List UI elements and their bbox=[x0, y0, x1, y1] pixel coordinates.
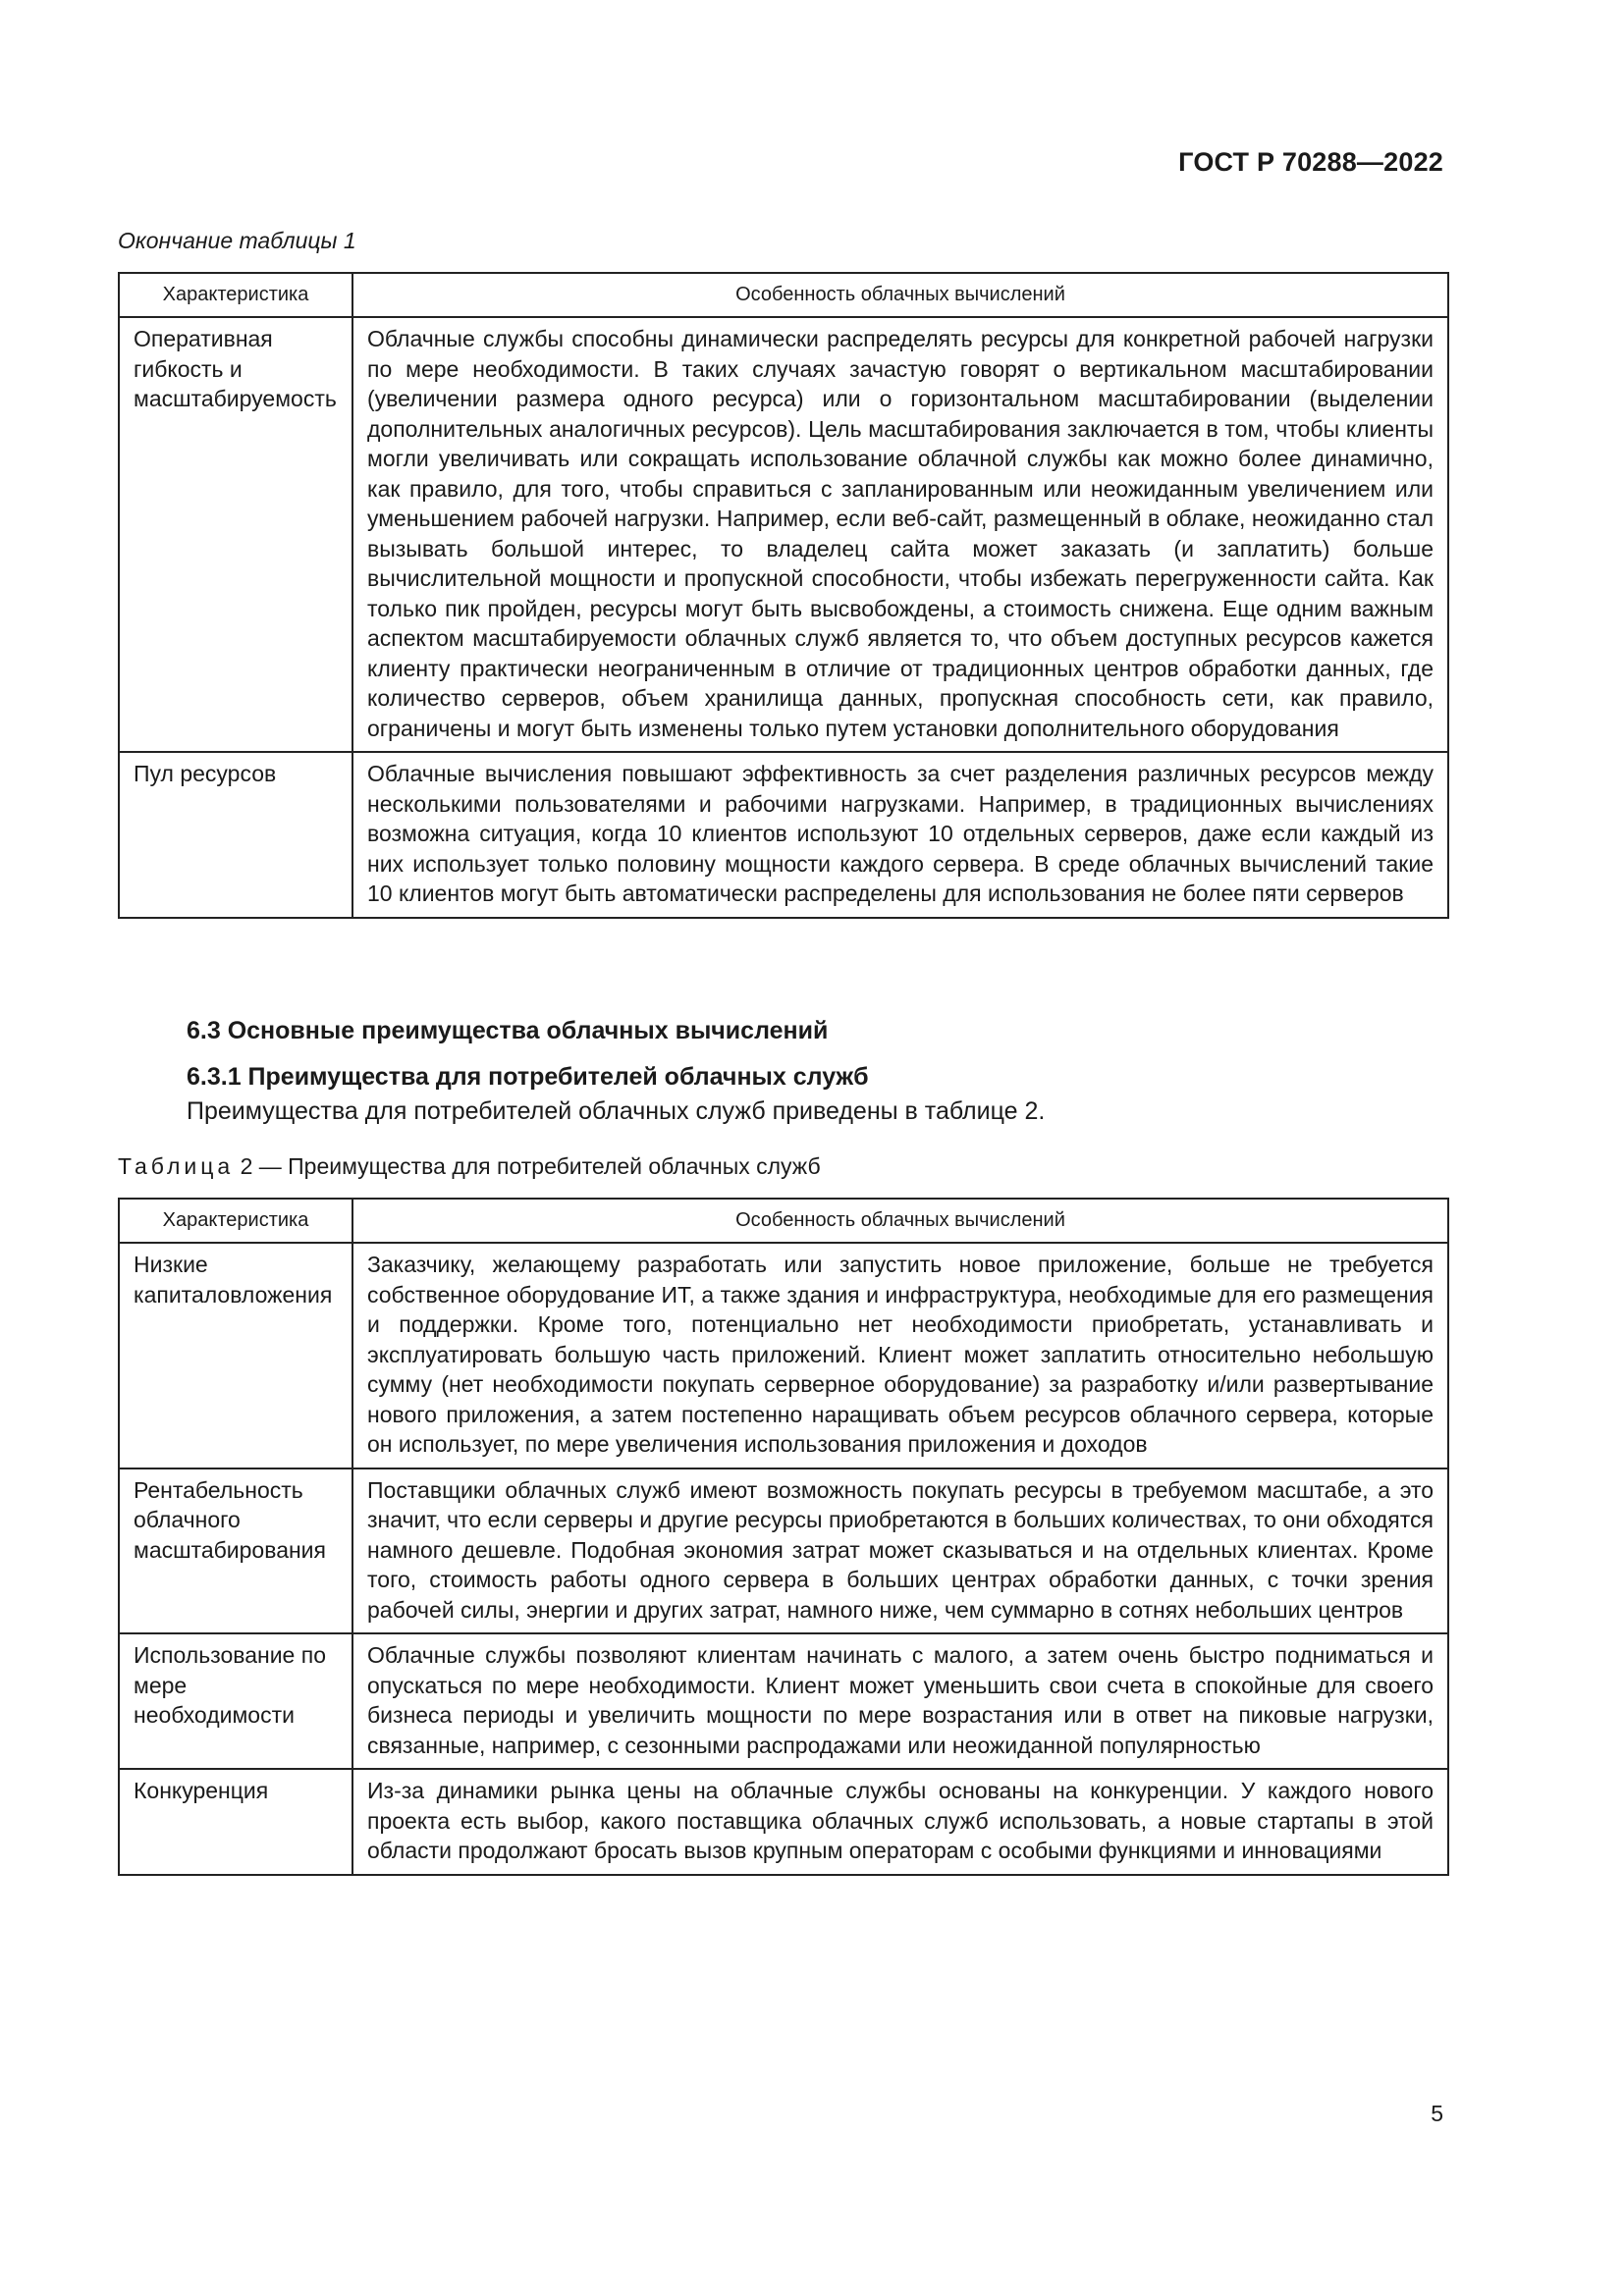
column-header-characteristic: Характеристика bbox=[119, 273, 352, 317]
column-header-characteristic: Характеристика bbox=[119, 1199, 352, 1243]
row-characteristic: Рентабельность облачного масштабирования bbox=[119, 1468, 352, 1634]
document-id: ГОСТ Р 70288—2022 bbox=[1178, 147, 1443, 177]
table-header-row bbox=[119, 273, 1448, 317]
row-characteristic: Использование по мере необходимости bbox=[119, 1633, 352, 1769]
row-feature: Поставщики облачных служб имеют возможность покупать ресурсы в требуемом масштабе, а это значит, что если серверы и другие ресурсы приобретаются в больших количествах, то они обходятся намного дешевле. Подобная экономия затрат может сказываться и на отдельных клиентах. Кроме того, стоимость работы одного сервера в больших центрах обработки данных, с точки зрения рабочей силы, энергии и других затрат, намного ниже, чем суммарно в сотнях небольших центров bbox=[352, 1468, 1448, 1634]
section-heading-6-3-1: 6.3.1 Преимущества для потребителей облачных служб bbox=[187, 1063, 869, 1091]
row-feature: Заказчику, желающему разработать или запустить новое приложение, больше не требуется собственное оборудование ИТ, а также здания и инфраструктура, необходимые для его размещения и поддержки. Кроме того, потенциально нет необходимости приобретать, устанавливать и эксплуатировать большую часть приложений. Клиент может заплатить относительно небольшую сумму (нет необходимости покупать серверное оборудование) за разработку и/или развертывание нового приложения, а затем постепенно наращивать объем ресурсов облачного сервера, которые он использует, по мере увеличения использования приложения и доходов bbox=[352, 1243, 1448, 1468]
table-header-row bbox=[119, 1199, 1448, 1243]
table-row bbox=[119, 1633, 1448, 1769]
table2-caption-text: 2 — Преимущества для потребителей облачных служб bbox=[234, 1153, 821, 1179]
row-characteristic: Низкие капиталовложения bbox=[119, 1243, 352, 1468]
section-heading-6-3: 6.3 Основные преимущества облачных вычислений bbox=[187, 1017, 829, 1044]
section-paragraph: Преимущества для потребителей облачных служб приведены в таблице 2. bbox=[187, 1097, 1046, 1125]
table-row bbox=[119, 1243, 1448, 1468]
column-header-feature: Особенность облачных вычислений bbox=[352, 273, 1448, 317]
row-feature: Облачные службы позволяют клиентам начинать с малого, а затем очень быстро подниматься и опускаться по мере необходимости. Клиент может уменьшить свои счета в спокойные для своего бизнеса периоды и увеличить мощности по мере возрастания или в ответ на пиковые нагрузки, связанные, например, с сезонными распродажами или неожиданной популярностью bbox=[352, 1633, 1448, 1769]
table-row bbox=[119, 752, 1448, 918]
row-characteristic: Конкуренция bbox=[119, 1769, 352, 1875]
table-row bbox=[119, 1468, 1448, 1634]
row-characteristic: Пул ресурсов bbox=[119, 752, 352, 918]
table-row bbox=[119, 1769, 1448, 1875]
table-row bbox=[119, 317, 1448, 752]
page-number: 5 bbox=[1431, 2101, 1443, 2126]
row-characteristic: Оперативная гибкость и масштабируемость bbox=[119, 317, 352, 752]
column-header-feature: Особенность облачных вычислений bbox=[352, 1199, 1448, 1243]
table2-caption-label: Таблица bbox=[118, 1153, 235, 1179]
table2-caption bbox=[118, 1153, 821, 1180]
table1-continuation-caption: Окончание таблицы 1 bbox=[118, 228, 356, 253]
table-1 bbox=[118, 272, 1449, 919]
row-feature: Облачные вычисления повышают эффективность за счет разделения различных ресурсов между несколькими пользователями и рабочими нагрузками. Например, в традиционных вычислениях возможна ситуация, когда 10 клиентов используют 10 отдельных серверов, даже если каждый из них использует только половину мощности каждого сервера. В среде облачных вычислений такие 10 клиентов могут быть автоматически распределены для использования не более пяти серверов bbox=[352, 752, 1448, 918]
row-feature: Облачные службы способны динамически распределять ресурсы для конкретной рабочей нагрузки по мере необходимости. В таких случаях зачастую говорят о вертикальном масштабировании (увеличении размера одного ресурса) или о горизонтальном масштабировании (выделении дополнительных аналогичных ресурсов). Цель масштабирования заключается в том, чтобы клиенты могли увеличивать или сокращать использование облачной службы как можно более динамично, как правило, для того, чтобы справиться с запланированным или неожиданным увеличением или уменьшением рабочей нагрузки. Например, если веб-сайт, размещенный в облаке, неожиданно стал вызывать большой интерес, то владелец сайта может заказать (и заплатить) больше вычислительной мощности и пропускной способности, чтобы избежать перегруженности сайта. Как только пик пройден, ресурсы могут быть высвобождены, а стоимость снижена. Еще одним важным аспектом масштабируемости облачных служб является то, что объем доступных ресурсов кажется клиенту практически неограниченным в отличие от традиционных центров обработки данных, где количество серверов, объем хранилища данных, пропускная способность сети, как правило, ограничены и могут быть изменены только путем установки дополнительного оборудования bbox=[352, 317, 1448, 752]
table-2 bbox=[118, 1198, 1449, 1876]
row-feature: Из-за динамики рынка цены на облачные службы основаны на конкуренции. У каждого нового проекта есть выбор, какого поставщика облачных служб использовать, а новые стартапы в этой области продолжают бросать вызов крупным операторам с особыми функциями и инновациями bbox=[352, 1769, 1448, 1875]
